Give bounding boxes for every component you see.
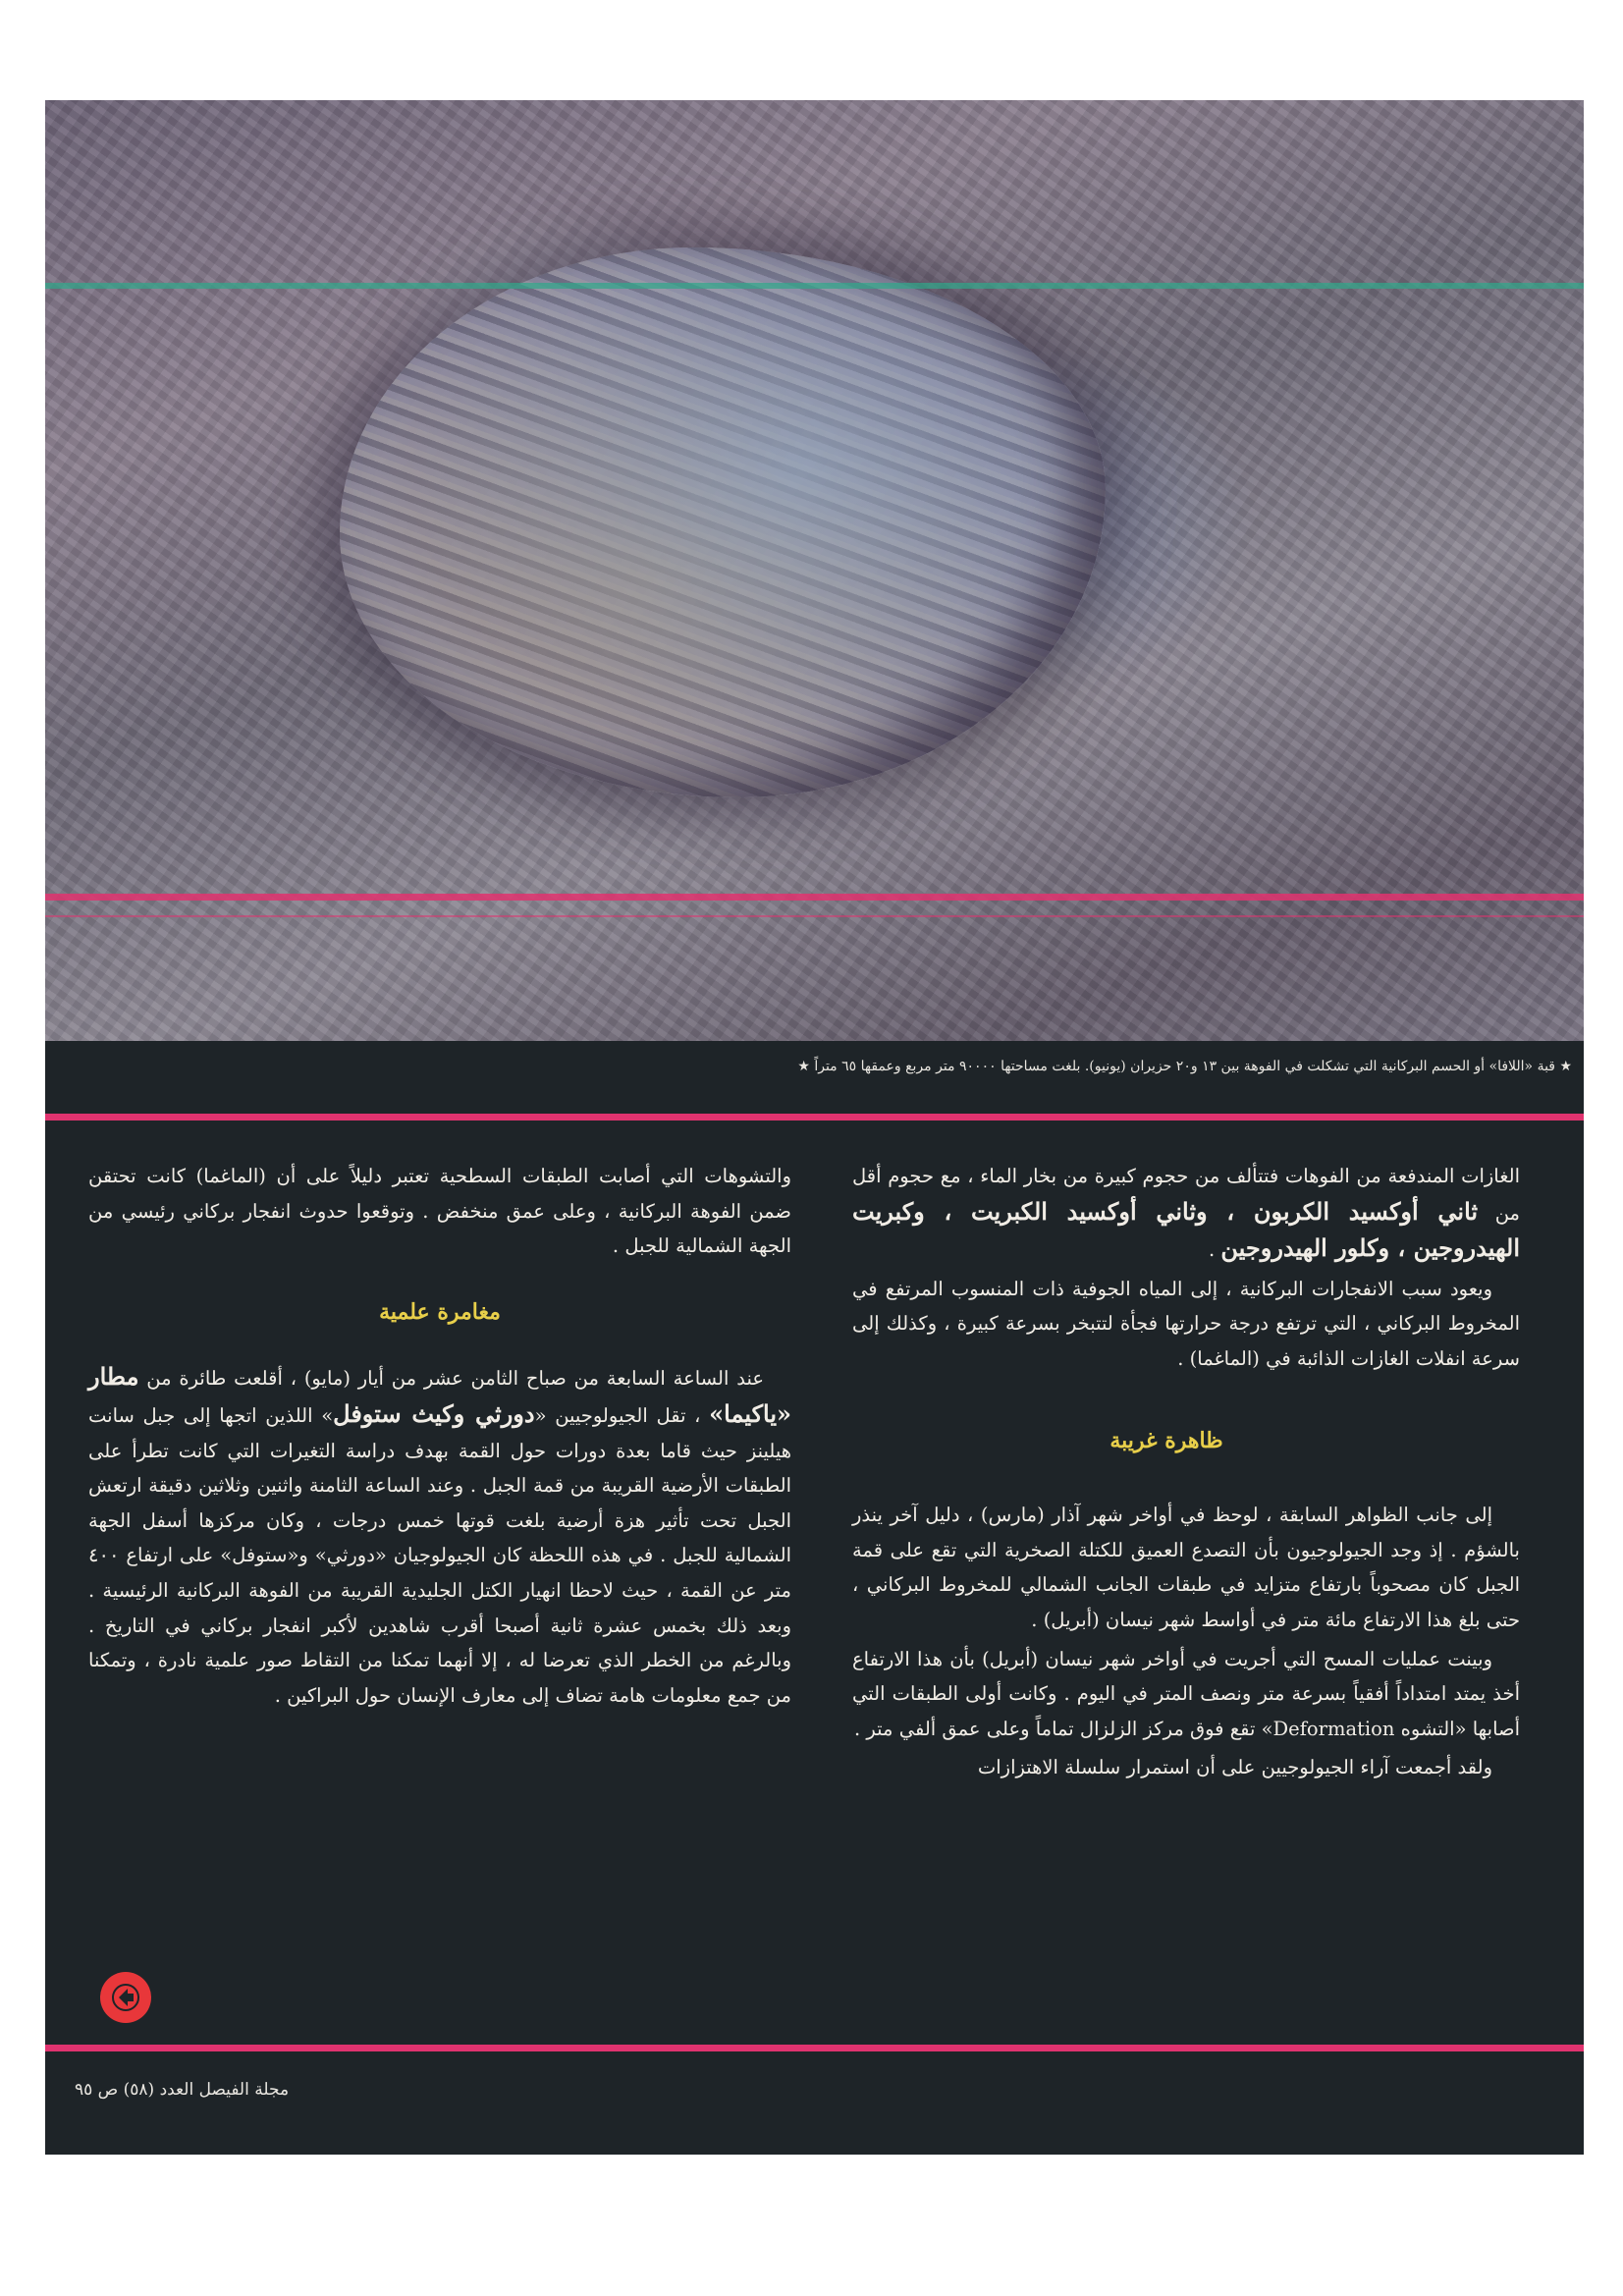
arrow-left-icon-glyph: [111, 1983, 140, 2012]
page-footer: مجلة الفيصل العدد (٥٨) ص ٩٥: [75, 2080, 290, 2100]
paragraph: وبينت عمليات المسح التي أجريت في أواخر شهر نيسان (أبريل) بأن هذا الارتفاع أخذ يمتد امتداداً أفقياً بسرعة متر ونصف المتر في اليوم . وكانت أولى الطبقات التي أصابها «التشوه Deformation» تقع فوق مركز الزلزال تماماً وعلى عمق ألفي متر .: [852, 1647, 1520, 1740]
article-column-right: [852, 1159, 1520, 1789]
scan-line: [45, 894, 1584, 901]
scan-line: [45, 915, 1584, 917]
paragraph: ويعود سبب الانفجارات البركانية ، إلى المياه الجوفية ذات المنسوب المرتفع في المخروط البركاني ، التي ترتفع درجة حرارتها فجأة لتتبخر بسرعة كبيرة ، وكذلك إلى سرعة انفلات الغازات الذائبة في (الماغما) .: [852, 1277, 1520, 1370]
paragraph: ولقد أجمعت آراء الجيولوجيين على أن استمرار سلسلة الاهتزازات: [977, 1756, 1492, 1779]
magazine-page: [45, 100, 1584, 2155]
divider-bar-top: [45, 1114, 1584, 1121]
section-heading: مغامرة علمية: [379, 1298, 501, 1325]
gas-list-bold: ثاني أوكسيد الكربون ، وثاني أوكسيد الكبريت ، وكبريت الهيدروجين ، وكلور الهيدروجين: [852, 1196, 1520, 1263]
article-column-left: [88, 1159, 791, 1717]
paragraph: عند الساعة السابعة من صباح الثامن عشر من أيار (مايو) ، أقلعت طائرة من مطار «ياكيما» ، تقل الجيولوجيين «دورثي وكيث ستوفل» اللذين اتجها إلى جبل سانت هيلينز حيث قاما بعدة دورات حول القمة بهدف دراسة التغيرات التي كانت تطرأ على الطبقات الأرضية القريبة من قمة الجبل . وعند الساعة الثامنة واثنين وثلاثين دقيقة ارتعش الجبل تحت تأثير هزة أرضية بلغت قوتها خمس درجات ، وكان مركزها أسفل الجهة الشمالية للجبل . في هذه اللحظة كان الجيولوجيان «دورثي» و«ستوفل» على ارتفاع ٤٠٠ متر عن القمة ، حيث لاحظا انهيار الكتل الجليدية القريبة من الفوهة البركانية الرئيسية . وبعد ذلك بخمس عشرة ثانية أصبحا أقرب شاهدين لأكبر انفجار بركاني في التاريخ . وبالرغم من الخطر الذي تعرضا له ، إلا أنهما تمكنا من التقاط صور علمية نادرة ، وتمكنا من جمع معلومات هامة تضاف إلى معارف الإنسان حول البراكين .: [88, 1362, 792, 1707]
paragraph: الغازات المندفعة من الفوهات فتتألف من حجوم كبيرة من بخار الماء ، مع حجوم أقل من ثاني أوكسيد الكربون ، وثاني أوكسيد الكبريت ، وكبريت الهيدروجين ، وكلور الهيدروجين .: [852, 1165, 1520, 1263]
photo-caption: ★ قبة «اللافا» أو الحسم البركانية التي تشكلت في الفوهة بين ١٣ و٢٠ حزيران (يونيو). بلغت مساحتها ٩٠٠٠٠ متر مربع وعمقها ٦٥ متراً ★: [797, 1059, 1572, 1074]
scan-line: [45, 283, 1584, 289]
paragraph: والتشوهات التي أصابت الطبقات السطحية تعتبر دليلاً على أن (الماغما) كانت تحتقن ضمن الفوهة البركانية ، وعلى عمق منخفض . وتوقعوا حدوث انفجار بركاني رئيسي من الجهة الشمالية للجبل .: [88, 1165, 791, 1258]
section-heading: ظاهرة غريبة: [1109, 1427, 1223, 1453]
volcano-photo: [45, 100, 1584, 1041]
divider-bar-bottom: [45, 2045, 1584, 2051]
airport-name-bold: مطار «ياكيما»: [88, 1362, 792, 1428]
paragraph: إلى جانب الظواهر السابقة ، لوحظ في أواخر شهر آذار (مارس) ، دليل آخر ينذر بالشؤم . إذ وجد الجيولوجيون بأن التصدع العميق للكتلة الصخرية التي تقع على قمة الجبل كان مصحوباً بارتفاع متزايد في طبقات الجانب الشمالي للمخروط البركاني ، حتى بلغ هذا الارتفاع مائة متر في أواسط شهر نيسان (أبريل) .: [852, 1503, 1520, 1631]
geologist-names-bold: دورثي وكيث ستوفل: [333, 1398, 535, 1428]
arrow-left-icon[interactable]: [100, 1972, 151, 2023]
